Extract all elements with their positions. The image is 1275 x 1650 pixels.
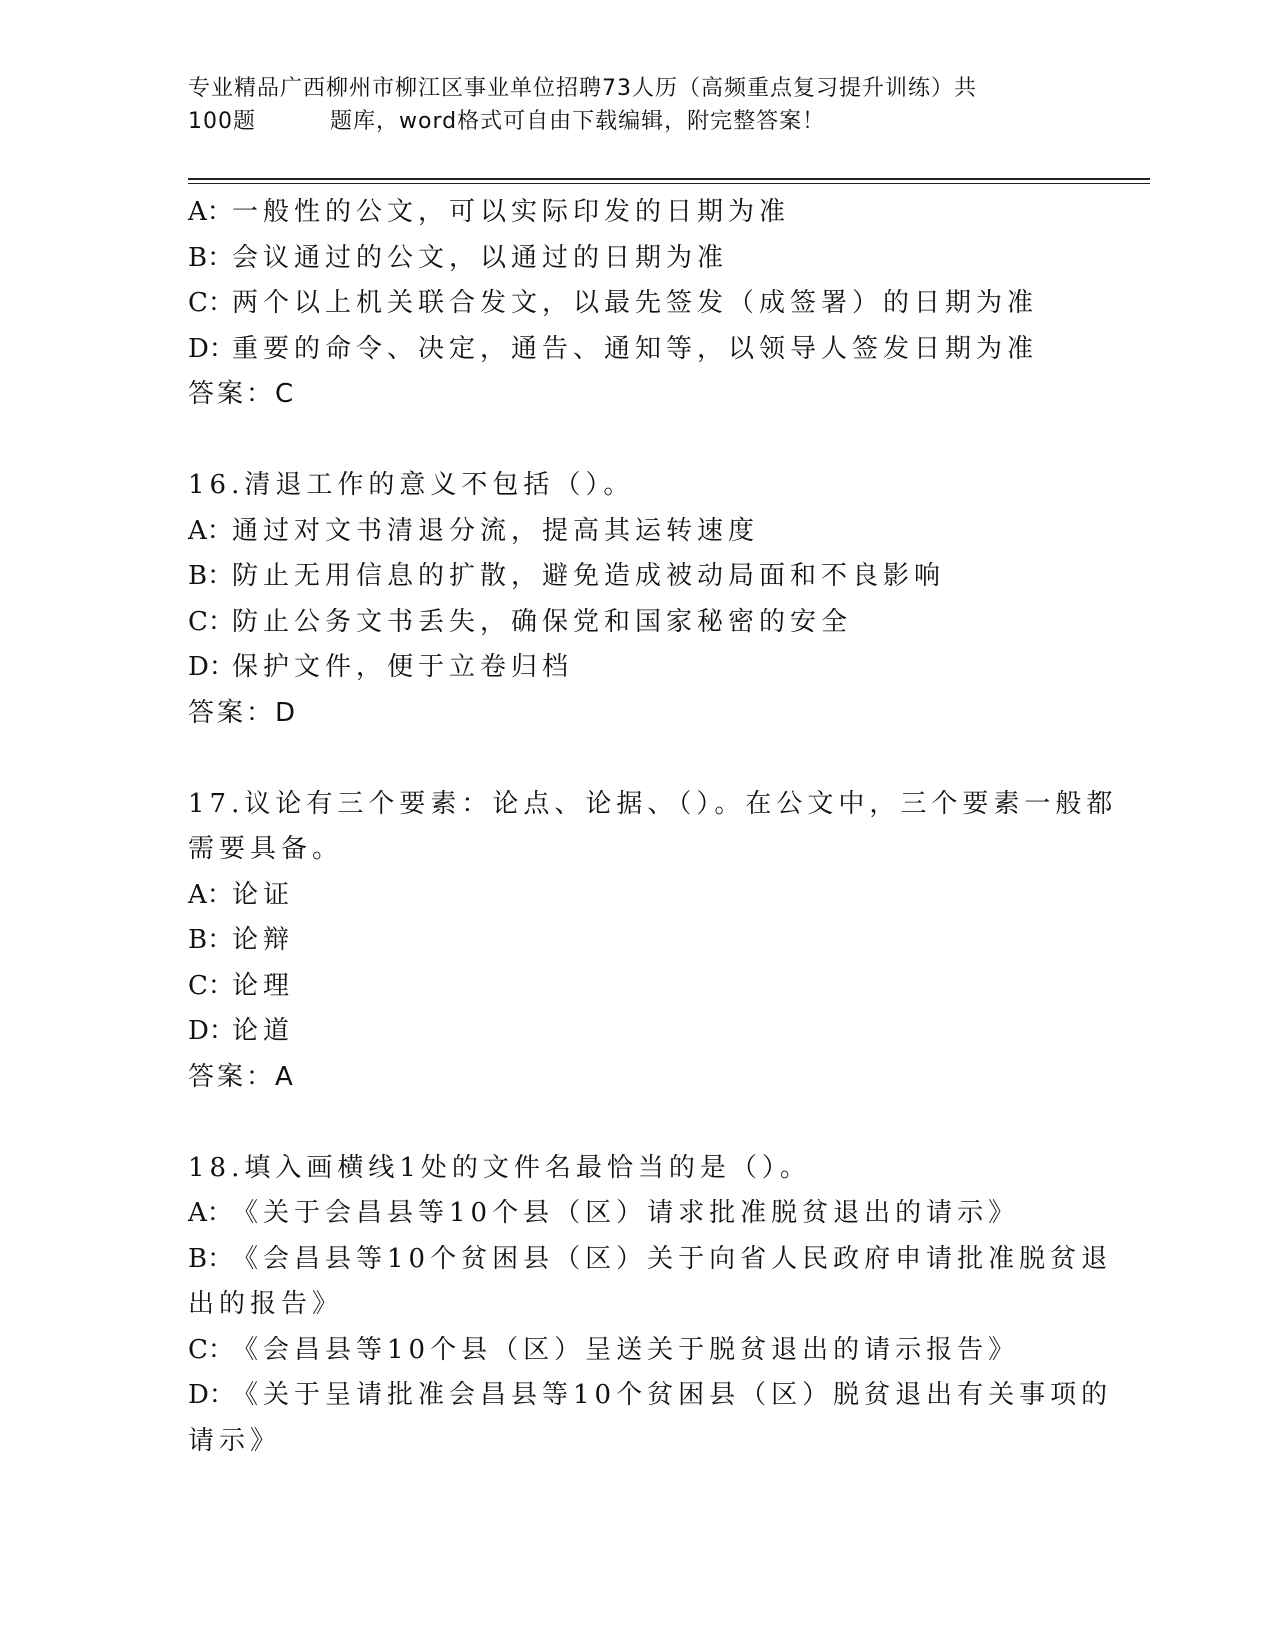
header-rule-thick — [188, 178, 1150, 180]
option-text: 《关于会昌县等10个县（区）请求批准脱贫退出的请示》 — [232, 1198, 1020, 1228]
option-label: D： — [188, 1380, 235, 1410]
option-c — [188, 600, 1088, 646]
question-stem: 18.填入画横线1处的文件名最恰当的是（）。 — [188, 1152, 811, 1183]
option-text: 论辩 — [232, 925, 295, 955]
header-line-1: 专业精品广西柳州市柳江区事业单位招聘73人历（高频重点复习提升训练）共 — [188, 76, 977, 101]
option-label: A： — [188, 515, 233, 546]
option-label: C： — [188, 970, 234, 1001]
option-c — [188, 1328, 1088, 1374]
option-text: 防止无用信息的扩散，避免造成被动局面和不良影响 — [232, 561, 946, 591]
option-label: A： — [188, 879, 233, 910]
option-d — [188, 1373, 1113, 1419]
document-header — [188, 72, 1088, 138]
option-a — [188, 873, 1088, 919]
option-b — [188, 1237, 1113, 1283]
question-15-tail — [188, 190, 1088, 418]
option-label: B： — [188, 1243, 234, 1274]
option-b-cont: 出的报告》 — [188, 1289, 344, 1319]
option-text: 《会昌县等10个贫困县（区）关于向省人民政府申请批准脱贫退 — [232, 1243, 1113, 1274]
option-text: 通过对文书清退分流，提高其运转速度 — [232, 515, 760, 546]
option-label: A： — [188, 1198, 233, 1228]
option-text: 《关于呈请批准会昌县等10个贫困县（区）脱贫退出有关事项的 — [232, 1380, 1113, 1410]
header-note: 题库，word格式可自由下载编辑，附完整答案！ — [330, 109, 826, 134]
header-line-2 — [188, 105, 1088, 138]
option-d — [188, 1009, 1088, 1055]
question-16 — [188, 463, 1088, 736]
option-text: 《会昌县等10个县（区）呈送关于脱贫退出的请示报告》 — [232, 1334, 1020, 1365]
option-label: C： — [188, 1334, 234, 1365]
option-label: C： — [188, 288, 234, 318]
option-text: 会议通过的公文，以通过的日期为准 — [232, 242, 729, 273]
answer: 答案：A — [188, 1061, 296, 1092]
option-text: 论证 — [232, 879, 295, 910]
option-text: 重要的命令、决定，通告、通知等，以领导人签发日期为准 — [232, 333, 1039, 364]
option-label: A： — [188, 197, 233, 227]
option-label: B： — [188, 561, 234, 591]
option-b — [188, 236, 1088, 282]
question-stem-cont: 需要具备。 — [188, 834, 344, 864]
option-label: B： — [188, 242, 234, 273]
option-d — [188, 645, 1088, 691]
question-stem: 16.清退工作的意义不包括（）。 — [188, 470, 635, 500]
spacer — [188, 736, 1088, 782]
spacer — [188, 418, 1088, 464]
header-count: 100题 — [188, 109, 256, 134]
header-rule-thin — [188, 183, 1150, 184]
option-b — [188, 918, 1088, 964]
option-a — [188, 190, 1088, 236]
option-text: 一般性的公文，可以实际印发的日期为准 — [232, 197, 791, 227]
answer: 答案：C — [188, 379, 297, 409]
question-17 — [188, 782, 1118, 1101]
option-text: 两个以上机关联合发文，以最先签发（成签署）的日期为准 — [232, 288, 1039, 318]
option-label: D： — [188, 333, 235, 364]
option-label: D： — [188, 652, 235, 682]
option-text: 论道 — [232, 1016, 295, 1046]
option-text: 防止公务文书丢失，确保党和国家秘密的安全 — [232, 606, 853, 637]
option-label: B： — [188, 925, 234, 955]
question-list — [188, 190, 1118, 1464]
option-d-cont: 请示》 — [188, 1425, 282, 1456]
option-text: 保护文件，便于立卷归档 — [232, 652, 574, 682]
answer: 答案：D — [188, 697, 299, 728]
option-text: 论理 — [232, 970, 295, 1001]
option-d — [188, 327, 1088, 373]
option-b — [188, 554, 1088, 600]
option-label: D： — [188, 1016, 235, 1046]
option-label: C： — [188, 606, 234, 637]
option-c — [188, 964, 1088, 1010]
question-18 — [188, 1146, 1113, 1465]
question-stem: 17.议论有三个要素：论点、论据、（）。在公文中，三个要素一般都 — [188, 788, 1118, 819]
option-a — [188, 1191, 1088, 1237]
option-a — [188, 509, 1088, 555]
option-c — [188, 281, 1088, 327]
spacer — [188, 1100, 1088, 1146]
